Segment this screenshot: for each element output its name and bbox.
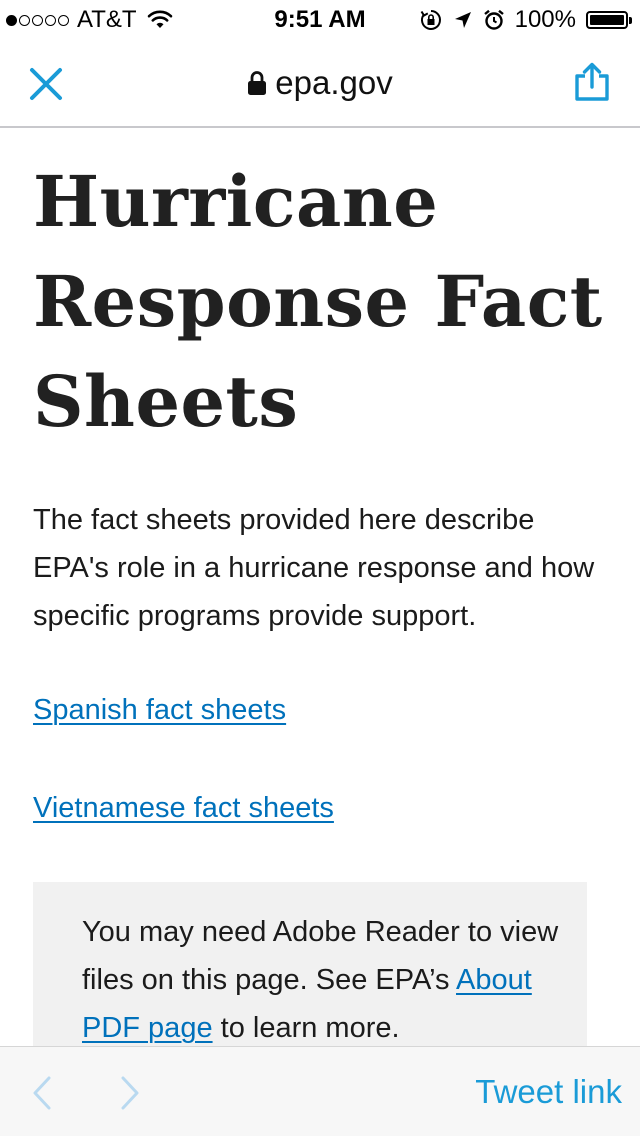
pdf-note-box — [33, 882, 587, 1046]
vietnamese-fact-sheets-link[interactable]: Vietnamese fact sheets — [33, 792, 334, 824]
back-button[interactable] — [24, 1073, 60, 1113]
browser-header — [0, 40, 640, 128]
url-bar[interactable] — [0, 40, 640, 126]
url-text: epa.gov — [275, 64, 393, 101]
spanish-fact-sheets-link[interactable]: Spanish fact sheets — [33, 694, 287, 726]
close-button[interactable] — [26, 64, 66, 104]
rotation-lock-icon — [419, 8, 443, 32]
chevron-left-icon — [31, 1075, 53, 1111]
alarm-clock-icon — [483, 9, 505, 31]
location-arrow-icon — [453, 10, 473, 30]
status-left — [6, 0, 173, 40]
chevron-right-icon — [119, 1075, 141, 1111]
wifi-icon — [147, 10, 173, 30]
status-right — [419, 0, 632, 40]
battery-percent: 100% — [514, 6, 576, 33]
lock-icon — [247, 70, 267, 96]
carrier-name: AT&T — [77, 6, 137, 33]
pdf-note-text-before: You may need Adobe Reader to view files on this page. See EPA’s — [82, 916, 559, 996]
status-time: 9:51 AM — [274, 6, 366, 33]
intro-paragraph: The fact sheets provided here describe EPA's role in a hurricane response and how specific programs provide support. — [33, 504, 595, 632]
signal-strength-icon — [6, 15, 69, 26]
bottom-toolbar — [0, 1046, 640, 1136]
status-bar — [0, 0, 640, 40]
share-button[interactable] — [570, 58, 614, 106]
tweet-link-button[interactable]: Tweet link — [475, 1073, 622, 1110]
page-title: Hurricane Response Fact Sheets — [33, 160, 603, 443]
close-x-icon — [29, 67, 63, 101]
about-pdf-page-link[interactable]: About PDF page — [82, 964, 532, 1044]
share-icon — [573, 62, 611, 102]
forward-button[interactable] — [112, 1073, 148, 1113]
pdf-note-text-after: to learn more. — [212, 1012, 400, 1044]
battery-icon — [586, 11, 632, 29]
pdf-note-text — [82, 908, 562, 1046]
page-content[interactable] — [0, 128, 640, 1046]
